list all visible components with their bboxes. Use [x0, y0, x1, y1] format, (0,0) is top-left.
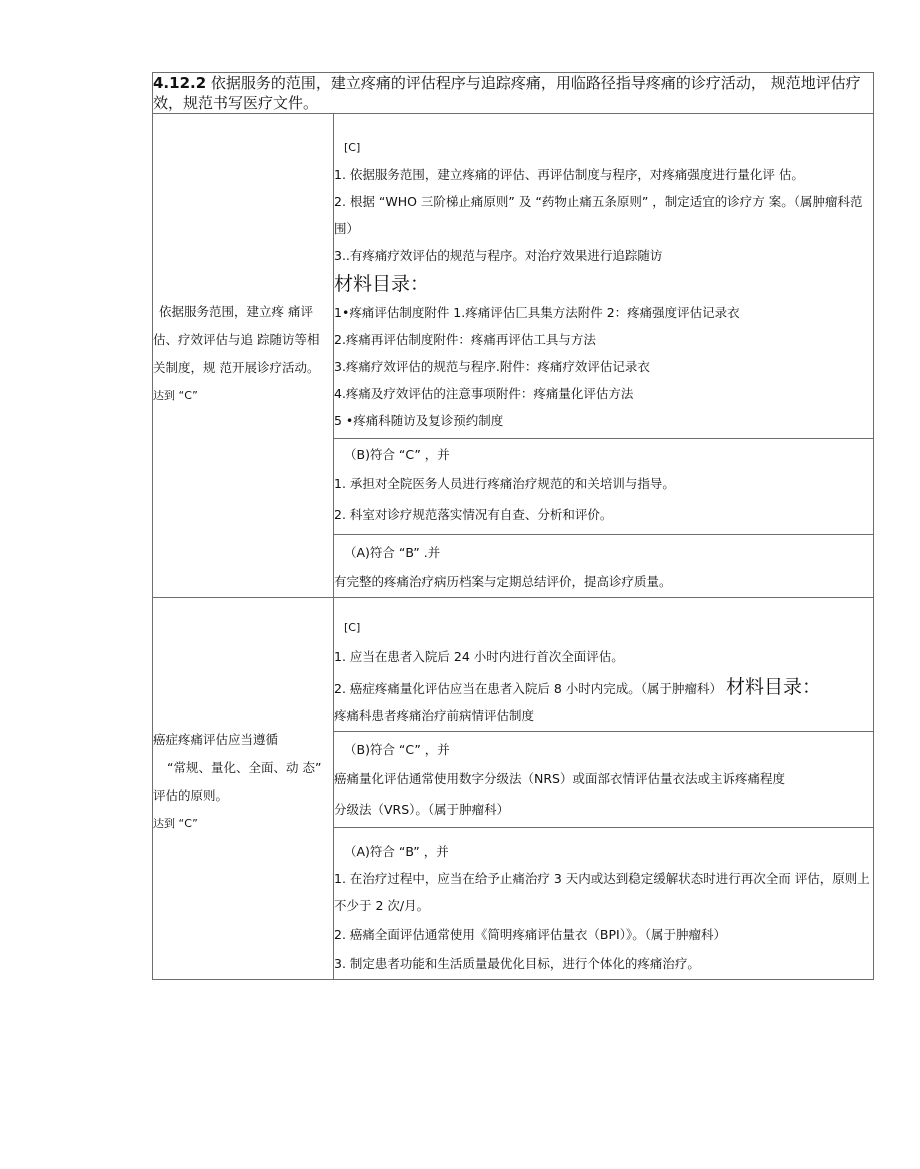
- grade-c-label: [C]: [344, 141, 361, 154]
- grades-cell-1: [334, 114, 874, 598]
- criterion-line: 估、疗效评估与追 踪随访等相: [153, 332, 320, 347]
- heading-cell: [153, 73, 874, 114]
- materials-item: 2.疼痛再评估制度附件：疼痛再评估工具与方法: [334, 332, 596, 347]
- standards-table: [152, 72, 874, 980]
- grade-a-section-1: [334, 535, 873, 597]
- grade-a-label: （A)符合 “B” ，并: [344, 844, 449, 859]
- grade-b-label: （B)符合 “C” ，并: [344, 447, 450, 462]
- grade-b-item: 癌痛量化评估通常使用数字分级法（NRS）或面部衣情评估量衣法或主诉疼痛程度: [334, 771, 785, 786]
- grade-b-item: 2. 科室对诊疗规范落实情况有自查、分析和评价。: [334, 507, 613, 522]
- materials-title: 材料目录：: [726, 676, 822, 698]
- grade-a-label: （A)符合 “B” .并: [344, 545, 441, 560]
- grade-c-item: 3..有疼痛疗效评估的规范与程序。对治疗效果进行追踪随访: [334, 248, 663, 263]
- grade-b-label: （B)符合 “C” ，并: [344, 742, 450, 757]
- criterion-line: 癌症疼痛评估应当遵循: [153, 732, 279, 747]
- grade-b-item: 分级法（VRS）。（属于肿瘤科）: [334, 802, 510, 817]
- grades-cell-2: [334, 598, 874, 980]
- criterion-line: 达到 “C”: [153, 389, 198, 402]
- grade-a-item: 有完整的疼痛治疗病历档案与定期总结评价，提高诊疗质量。: [334, 574, 672, 589]
- grade-b-section-1: [334, 439, 873, 535]
- heading-row: [153, 73, 874, 114]
- criterion-cell-1: [153, 114, 334, 598]
- criterion-line: 达到 “C”: [153, 817, 198, 830]
- materials-item: 4.疼痛及疗效评估的注意事项附件：疼痛量化评估方法: [334, 386, 634, 401]
- criterion-line: 依据服务范围，建立疼 痛评: [159, 304, 313, 319]
- criterion-text-2: [153, 598, 333, 838]
- grade-c-item: 2. 癌症疼痛量化评估应当在患者入院后 8 小时内完成。（属于肿瘤科）: [334, 681, 723, 696]
- criterion-line: 关制度，规 范开展诊疗活动。: [153, 360, 320, 375]
- grade-a-item: 1. 在治疗过程中，应当在给予止痛治疗 3 天内或达到稳定缓解状态时进行再次全而 评估，原则上不少于 2 次/月。: [334, 871, 870, 913]
- grade-c-section-2: [334, 598, 873, 732]
- materials-item: 疼痛科患者疼痛治疗前病情评估制度: [334, 708, 535, 723]
- grade-b-section-2: [334, 732, 873, 828]
- materials-title: 材料目录：: [334, 273, 430, 295]
- grade-c-label: [C]: [344, 621, 361, 634]
- standard-row-2: [153, 598, 874, 980]
- heading-number: 4.12.2: [153, 74, 207, 92]
- grade-c-item: 1. 依据服务范围，建立疼痛的评估、再评估制度与程序，对疼痛强度进行量化评 估。: [334, 167, 804, 182]
- grade-a-section-2: [334, 828, 873, 979]
- grade-a-item: 2. 癌痛全面评估通常使用《简明疼痛评估量衣（BPI）》。（属于肿瘤科）: [334, 927, 726, 942]
- criterion-text-1: [153, 114, 333, 410]
- materials-item: 1•疼痛评估制度附件 1.疼痛评估匚具集方法附件 2：疼痛强度评估记录衣: [334, 305, 740, 320]
- grade-b-item: 1. 承担对全院医务人员进行疼痛治疗规范的和关培训与指导。: [334, 476, 675, 491]
- grade-c-item: 2. 根据 “WHO 三阶梯止痛原则” 及 “药物止痛五条原则” ，制定适宜的诊疗方 案。（属肿瘤科范围）: [334, 194, 863, 236]
- grade-c-section-1: [334, 114, 873, 439]
- grade-a-item: 3. 制定患者功能和生活质量最优化目标，进行个体化的疼痛治疗。: [334, 956, 700, 971]
- criterion-line: “常规、量化、全面、动 态”: [167, 760, 322, 775]
- materials-item: 5 •疼痛科随访及复诊预约制度: [334, 413, 504, 428]
- standard-row-1: [153, 114, 874, 598]
- materials-item: 3.疼痛疗效评估的规范与程序.附件：疼痛疗效评估记录衣: [334, 359, 650, 374]
- grade-c-item: 1. 应当在患者入院后 24 小时内进行首次全面评估。: [334, 649, 624, 664]
- grade-c-item-with-title: [334, 672, 873, 702]
- criterion-line: 评估的原则。: [153, 788, 229, 803]
- heading-text: 依据服务的范围，建立疼痛的评估程序与追踪疼痛，用临路径指导疼痛的诊疗活动， 规范地评估疗效，规范书写医疗文件。: [153, 74, 861, 112]
- criterion-cell-2: [153, 598, 334, 980]
